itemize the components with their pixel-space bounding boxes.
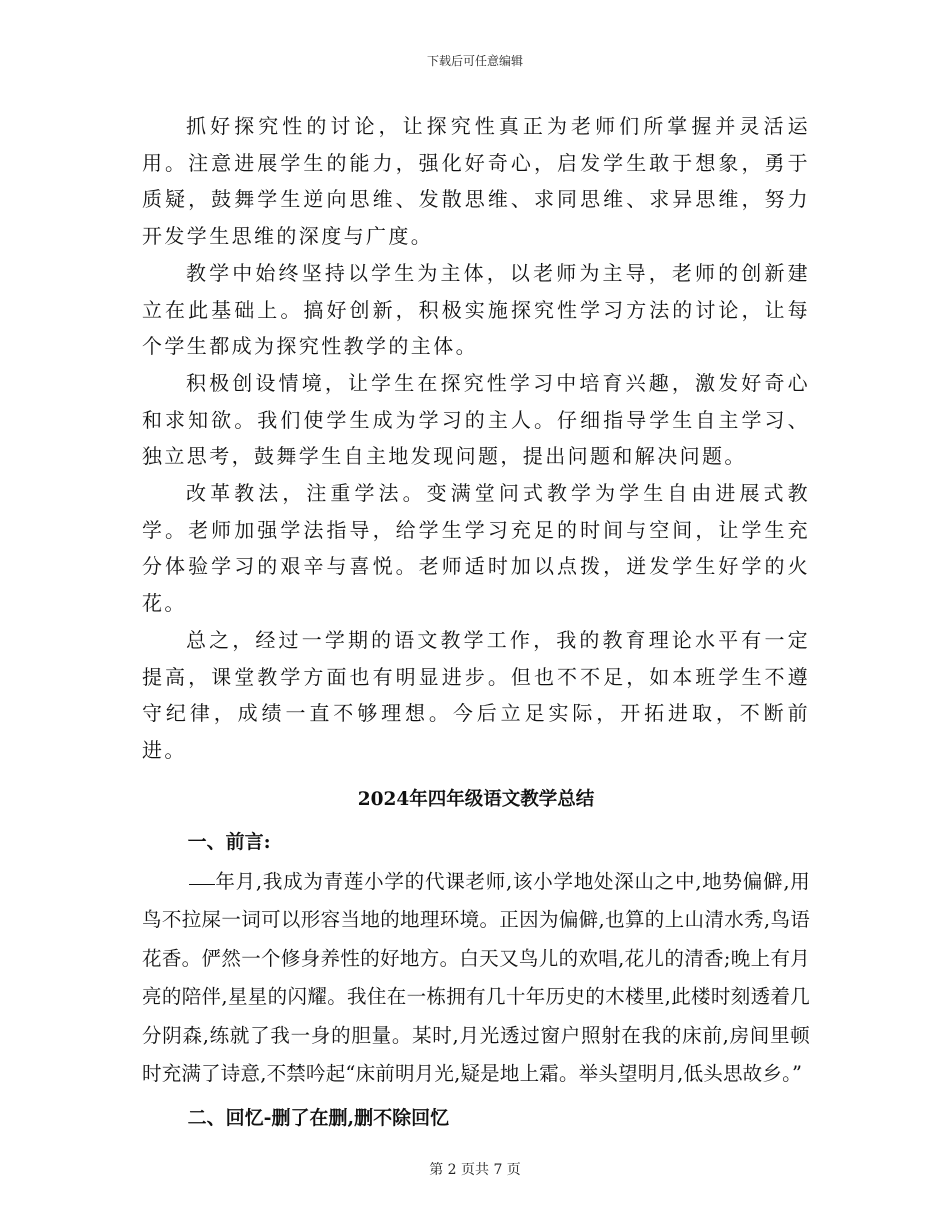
intro-paragraph <box>142 863 810 1094</box>
section-title: 2024年四年级语文教学总结 <box>357 788 595 810</box>
page-footer: 第 2 页共 7 页 <box>429 1162 521 1178</box>
intro-text: 年月,我成为青莲小学的代课老师,该小学地处深山之中,地势偏僻,用鸟不拉屎一词可以形容当地的地理环境。正因为偏僻,也算的上山清水秀,鸟语花香。俨然一个修身养性的好地方。白天又鸟儿的欢唱,花儿的清香;晚上有月亮的陪伴,星星的闪耀。我住在一栋拥有几十年历史的木楼里,此楼时刻透着几分阴森,练就了我一身的胆量。某时,月光透过窗户照射在我的床前,房间里顿时充满了诗意,不禁吟起“床前明月光,疑是地上霜。举头望明月,低头思故乡。” <box>142 869 810 1086</box>
paragraph-5: 总之，经过一学期的语文教学工作，我的教育理论水平有一定提高，课堂教学方面也有明显进步。但也不不足，如本班学生不遵守纪律，成绩一直不够理想。今后立足实际，开拓进取，不断前进。 <box>142 627 810 762</box>
document-body <box>142 108 810 1136</box>
paragraph-3: 积极创设情境，让学生在探究性学习中培育兴趣，激发好奇心和求知欲。我们使学生成为学习的主人。仔细指导学生自主学习、独立思考，鼓舞学生自主地发现问题，提出问题和解决问题。 <box>142 370 810 469</box>
page-header: 下载后可任意编辑 <box>426 54 523 68</box>
paragraph-1: 抓好探究性的讨论，让探究性真正为老师们所掌握并灵活运用。注意进展学生的能力，强化好奇心，启发学生敢于想象，勇于质疑，鼓舞学生逆向思维、发散思维、求同思维、求异思维，努力开发学生思维的深度与广度。 <box>142 114 810 249</box>
heading-memory: 二、回忆-删了在删,删不除回忆 <box>187 1106 450 1129</box>
blank-underline <box>189 883 215 885</box>
heading-preface: 一、前言: <box>187 830 271 853</box>
paragraph-4: 改革教法，注重学法。变满堂问式教学为学生自由进展式教学。老师加强学法指导，给学生学习充足的时间与空间，让学生充分体验学习的艰辛与喜悦。老师适时加以点拨，迸发学生好学的火花。 <box>142 481 810 616</box>
paragraph-2: 教学中始终坚持以学生为主体，以老师为主导，老师的创新建立在此基础上。搞好创新，积极实施探究性学习方法的讨论，让每个学生都成为探究性教学的主体。 <box>142 260 810 359</box>
